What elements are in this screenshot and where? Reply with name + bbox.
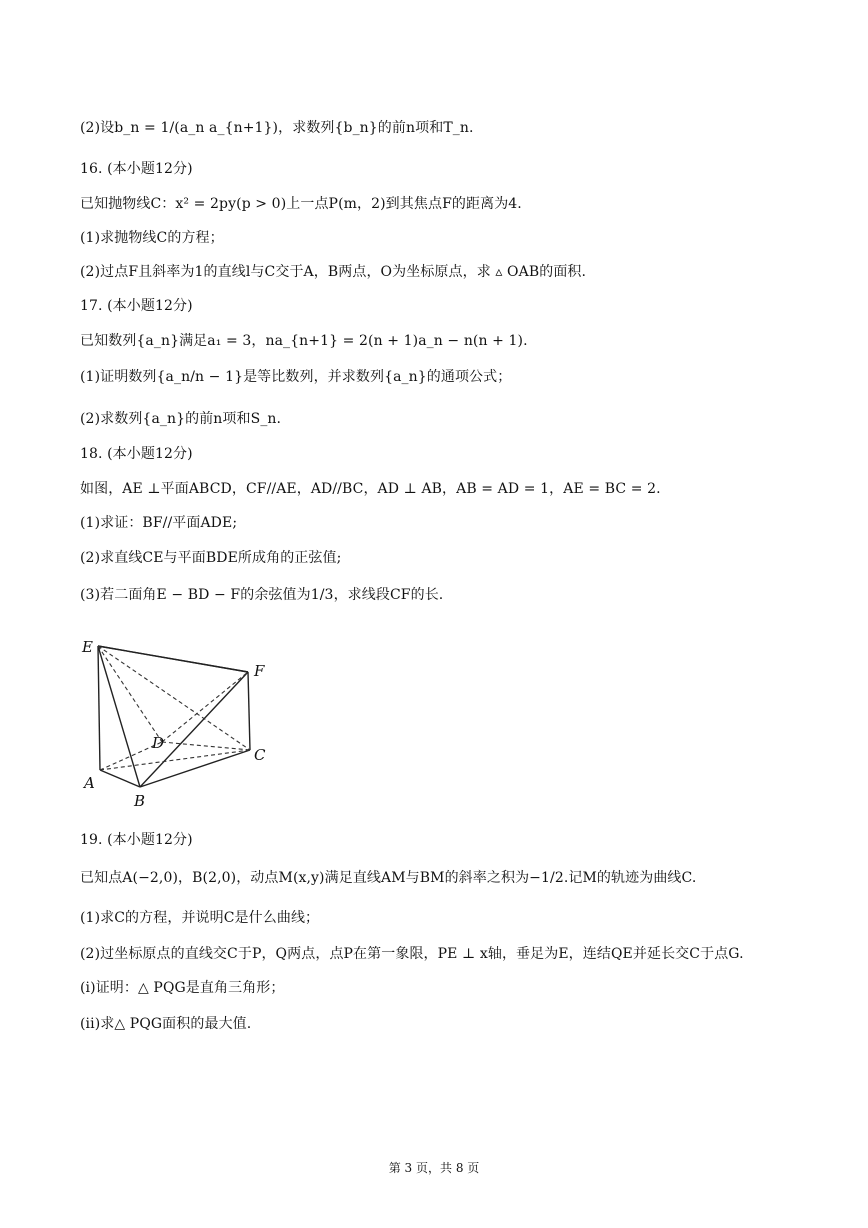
q17-stem: 已知数列{a_n}满足a₁ = 3，na_{n+1} = 2(n + 1)a_n − n(n + 1).	[80, 333, 528, 349]
edge-ED	[98, 646, 162, 742]
q18-part1: (1)求证：BF//平面ADE;	[80, 515, 238, 531]
q18-stem: 如图，AE ⊥平面ABCD，CF//AE，AD//BC，AD ⊥ AB，AB = AD = 1，AE = BC = 2.	[80, 481, 661, 497]
edge-FC	[248, 672, 250, 750]
q16-part1: (1)求抛物线C的方程；	[80, 230, 224, 246]
q19-part1: (1)求C的方程，并说明C是什么曲线；	[80, 910, 320, 926]
q19-header: 19. (本小题12分)	[80, 832, 193, 848]
q17-header: 17. (本小题12分)	[80, 298, 193, 314]
edge-EF-top	[98, 646, 248, 672]
q19-part2-ii: (ii)求△ PQG面积的最大值.	[80, 1016, 252, 1032]
edge-AB	[100, 770, 140, 787]
q16-part2: (2)过点F且斜率为1的直线l与C交于A，B两点，O为坐标原点，求 ▵ OAB的面积.	[80, 264, 587, 280]
edge-DF	[162, 672, 248, 742]
q18-header: 18. (本小题12分)	[80, 446, 193, 462]
label-A: A	[84, 774, 95, 792]
q18-part2: (2)求直线CE与平面BDE所成角的正弦值;	[80, 550, 342, 566]
label-B: B	[134, 792, 146, 810]
edge-EA	[98, 646, 100, 770]
q17-part1: (1)证明数列{a_n/n − 1}是等比数列，并求数列{a_n}的通项公式；	[80, 369, 512, 385]
page-footer: 第 3 页，共 8 页	[388, 1161, 480, 1175]
q19-part2-i: (i)证明：△ PQG是直角三角形；	[80, 980, 285, 996]
q19-part2: (2)过坐标原点的直线交C于P，Q两点，点P在第一象限，PE ⊥ x轴，垂足为E，连结QE并延长交C于点G.	[80, 946, 744, 962]
edge-BF	[140, 672, 248, 787]
label-D: D	[152, 734, 165, 752]
label-F: F	[254, 662, 265, 680]
q16-header: 16. (本小题12分)	[80, 161, 193, 177]
q15-part2: (2)设b_n = 1/(a_n a_{n+1})，求数列{b_n}的前n项和T_n.	[80, 120, 474, 136]
q19-stem: 已知点A(−2,0)，B(2,0)，动点M(x,y)满足直线AM与BM的斜率之积为−1/2.记M的轨迹为曲线C.	[80, 870, 697, 886]
label-E: E	[82, 638, 93, 656]
q18-part3: (3)若二面角E − BD − F的余弦值为1/3，求线段CF的长.	[80, 587, 444, 603]
label-C: C	[254, 746, 266, 764]
edge-EB	[98, 646, 140, 787]
edge-EC	[98, 646, 250, 750]
q16-stem: 已知抛物线C：x² = 2py(p > 0)上一点P(m，2)到其焦点F的距离为4.	[80, 196, 522, 212]
solid-geometry-figure	[80, 630, 280, 815]
q17-part2: (2)求数列{a_n}的前n项和S_n.	[80, 411, 282, 427]
